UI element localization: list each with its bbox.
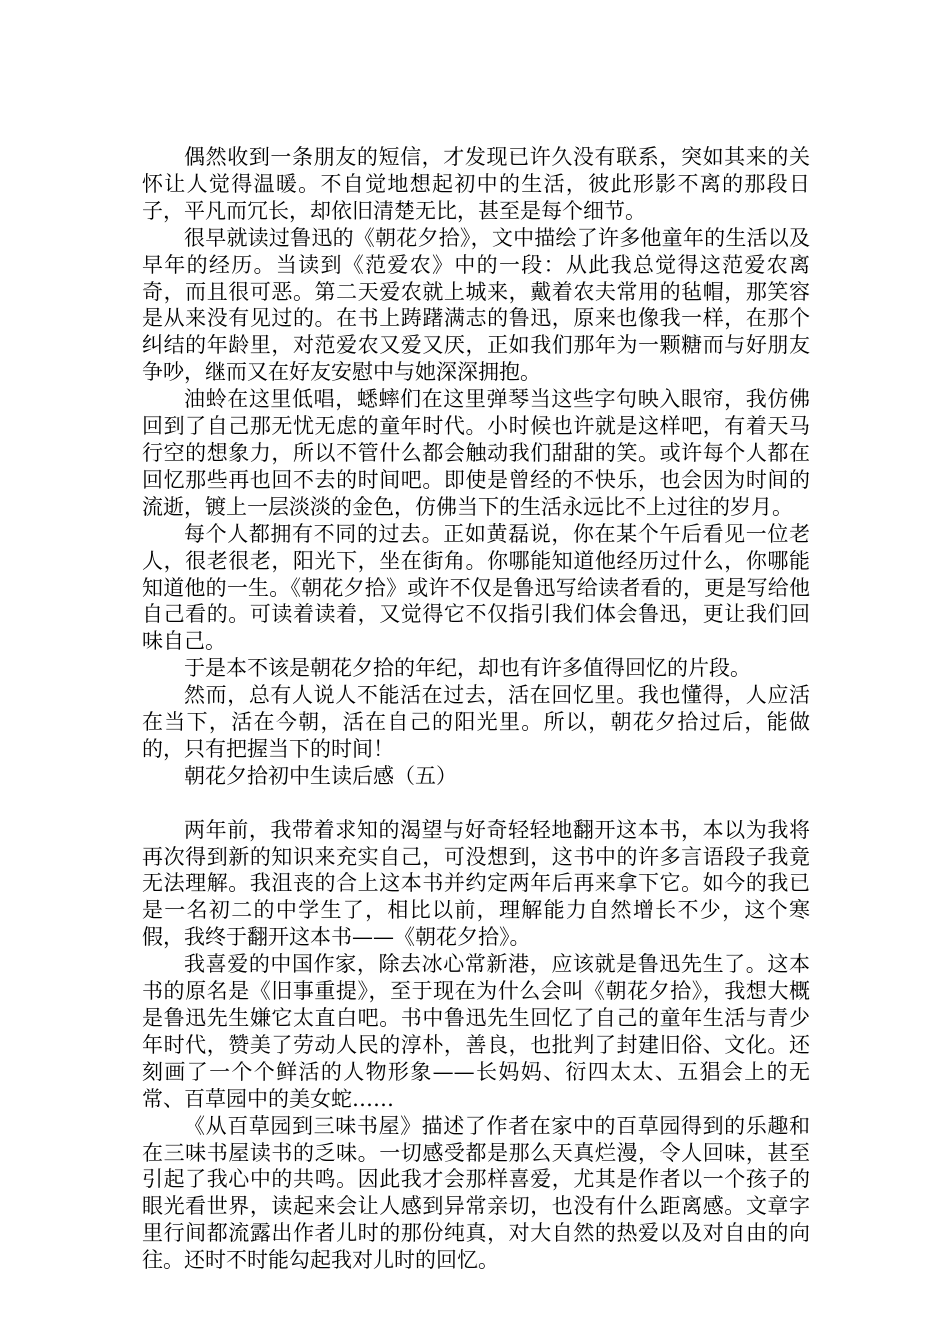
- paragraph-8: 我喜爱的中国作家，除去冰心常新港，应该就是鲁迅先生了。这本书的原名是《旧事重提》，至于现在为什么会叫《朝花夕拾》，我想大概是鲁迅先生嫌它太直白吧。书中鲁迅先生回忆了自己的童年生活与青少年时代，赞美了劳动人民的淳朴，善良，也批判了封建旧俗、文化。还刻画了一个个鲜活的人物形象——长妈妈、衍四太太、五猖会上的无常、百草园中的美女蛇……: [142, 952, 810, 1111]
- paragraph-9: 《从百草园到三味书屋》描述了作者在家中的百草园得到的乐趣和在三味书屋读书的乏味。一切感受都是那么天真烂漫，令人回味，甚至引起了我心中的共鸣。因此我才会那样喜爱，尤其是作者以一个孩子的眼光看世界，读起来会让人感到异常亲切，也没有什么距离感。文章字里行间都流露出作者儿时的那份纯真，对大自然的热爱以及对自由的向往。还时不时能勾起我对儿时的回忆。: [142, 1113, 810, 1273]
- paragraph-2: 很早就读过鲁迅的《朝花夕拾》，文中描绘了许多他童年的生活以及早年的经历。当读到《范爱农》中的一段：从此我总觉得这范爱农离奇，而且很可恶。第二天爱农就上城来，戴着农夫常用的毡帽，那笑容是从来没有见过的。在书上踌躇满志的鲁迅，原来也像我一样，在那个纠结的年龄里，对范爱农又爱又厌，正如我们那年为一颗糖而与好朋友争吵，继而又在好友安慰中与她深深拥抱。: [142, 225, 810, 385]
- paragraph-6: 然而，总有人说人不能活在过去，活在回忆里。我也懂得，人应活在当下，活在今朝，活在自己的阳光里。所以，朝花夕拾过后，能做的，只有把握当下的时间！: [142, 683, 810, 761]
- document-page: [142, 144, 810, 1274]
- paragraph-7: 两年前，我带着求知的渴望与好奇轻轻地翻开这本书，本以为我将再次得到新的知识来充实自己，可没想到，这书中的许多言语段子我竟无法理解。我沮丧的合上这本书并约定两年后再来拿下它。如今的我已是一名初二的中学生了，相比以前，理解能力自然增长不少，这个寒假，我终于翻开这本书——《朝花夕拾》。: [142, 817, 810, 950]
- paragraph-3: 油蛉在这里低唱，蟋蟀们在这里弹琴当这些字句映入眼帘，我仿佛回到了自己那无忧无虑的童年时代。小时候也许就是这样吧，有着天马行空的想象力，所以不管什么都会触动我们甜甜的笑。或许每个人都在回忆那些再也回不去的时间吧。即使是曾经的不快乐，也会因为时间的流逝，镀上一层淡淡的金色，仿佛当下的生活永远比不上过往的岁月。: [142, 387, 810, 519]
- paragraph-1: 偶然收到一条朋友的短信，才发现已许久没有联系，突如其来的关怀让人觉得温暖。不自觉地想起初中的生活，彼此形影不离的那段日子，平凡而冗长，却依旧清楚无比，甚至是每个细节。: [142, 145, 810, 223]
- section-title: 朝花夕拾初中生读后感（五）: [184, 763, 457, 788]
- paragraph-5: 于是本不该是朝花夕拾的年纪，却也有许多值得回忆的片段。: [184, 656, 751, 681]
- paragraph-4: 每个人都拥有不同的过去。正如黄磊说，你在某个午后看见一位老人，很老很老，阳光下，坐在街角。你哪能知道他经历过什么，你哪能知道他的一生。《朝花夕拾》或许不仅是鲁迅写给读者看的，更是写给他自己看的。可读着读着，又觉得它不仅指引我们体会鲁迅，更让我们回味自己。: [142, 521, 810, 654]
- blank-line: [142, 790, 810, 817]
